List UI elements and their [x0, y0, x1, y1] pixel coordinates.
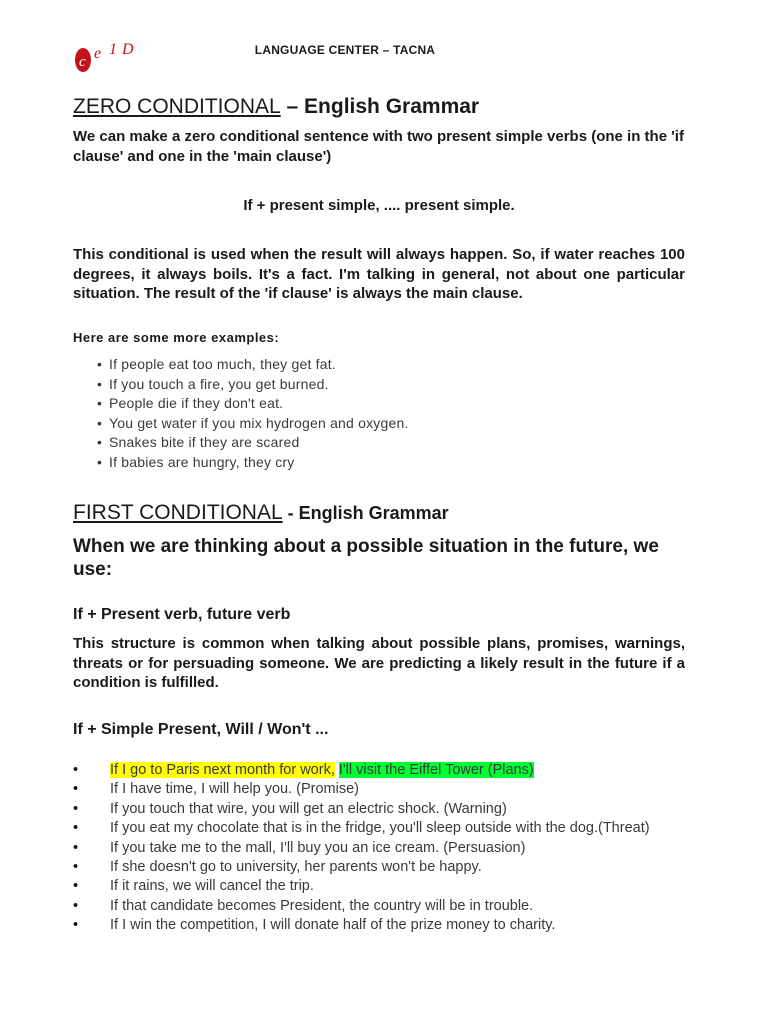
svg-text:e: e [94, 45, 102, 62]
list-item: • People die if they don't eat. [97, 395, 284, 411]
first-title-underlined: FIRST CONDITIONAL [73, 501, 283, 524]
zero-formula: If + present simple, .... present simple. [243, 197, 515, 214]
examples-heading: Here are some more examples: [73, 330, 280, 345]
list-item: • If I win the competition, I will donate half of the prize money to charity. [73, 917, 556, 934]
list-item: • Snakes bite if they are scared [97, 434, 300, 450]
svg-text:D: D [122, 41, 134, 58]
zero-intro: We can make a zero conditional sentence with two present simple verbs (one in the 'if clause' and one in the 'main clause') [73, 128, 684, 165]
list-item: • If you take me to the mall, I'll buy you an ice cream. (Persuasion) [73, 839, 526, 856]
first-conditional-title [73, 501, 449, 525]
language-center-heading: LANGUAGE CENTER – TACNA [254, 43, 436, 57]
list-item: • If she doesn't go to university, her parents won't be happy. [73, 858, 482, 875]
list-item: • If I have time, I will help you. (Promise) [73, 781, 359, 798]
list-item: • If you touch that wire, you will get an electric shock. (Warning) [73, 800, 507, 817]
list-item: • If you touch a fire, you get burned. [97, 375, 329, 392]
zero-examples-list [97, 355, 409, 472]
first-formula-2: If + Simple Present, Will / Won't ... [73, 721, 329, 738]
list-item: • If that candidate becomes President, the country will be in trouble. [73, 897, 534, 914]
svg-text:c: c [79, 54, 86, 70]
first-explanation: This structure is common when talking about possible plans, promises, warnings, threats or for persuading someone. We are predicting a likely result in the future if a condition is fulfilled. [73, 635, 685, 691]
first-formula-1: If + Present verb, future verb [73, 606, 291, 623]
list-item: • If I go to Paris next month for work, I'll visit the Eiffel Tower (Plans) [73, 762, 534, 778]
zero-title-rest: – English Grammar [280, 95, 480, 118]
zero-explanation: This conditional is used when the result will always happen. So, if water reaches 100 degrees, it always boils. It's a fact. I'm talking in general, not about one particular situation. The result of the 'if clause' is always the main clause. [73, 246, 685, 302]
svg-text:1: 1 [109, 41, 117, 58]
highlight-plan-condition: If I go to Paris next month for work, [110, 762, 335, 778]
list-item: • If babies are hungry, they cry [97, 453, 295, 470]
list-item: • If you eat my chocolate that is in the fridge, you'll sleep outside with the dog.(Threat) [73, 820, 650, 837]
first-examples-list [73, 761, 650, 936]
highlight-plan-result: I'll visit the Eiffel Tower (Plans) [338, 762, 534, 778]
list-item: • You get water if you mix hydrogen and oxygen. [97, 414, 409, 431]
first-lead: When we are thinking about a possible situation in the future, we use: [73, 536, 659, 580]
zero-title-underlined: ZERO CONDITIONAL [73, 95, 281, 118]
zero-conditional-title [73, 95, 479, 119]
list-item: • If people eat too much, they get fat. [97, 356, 336, 372]
list-item: • If it rains, we will cancel the trip. [73, 878, 314, 895]
first-title-rest: - English Grammar [282, 503, 449, 523]
